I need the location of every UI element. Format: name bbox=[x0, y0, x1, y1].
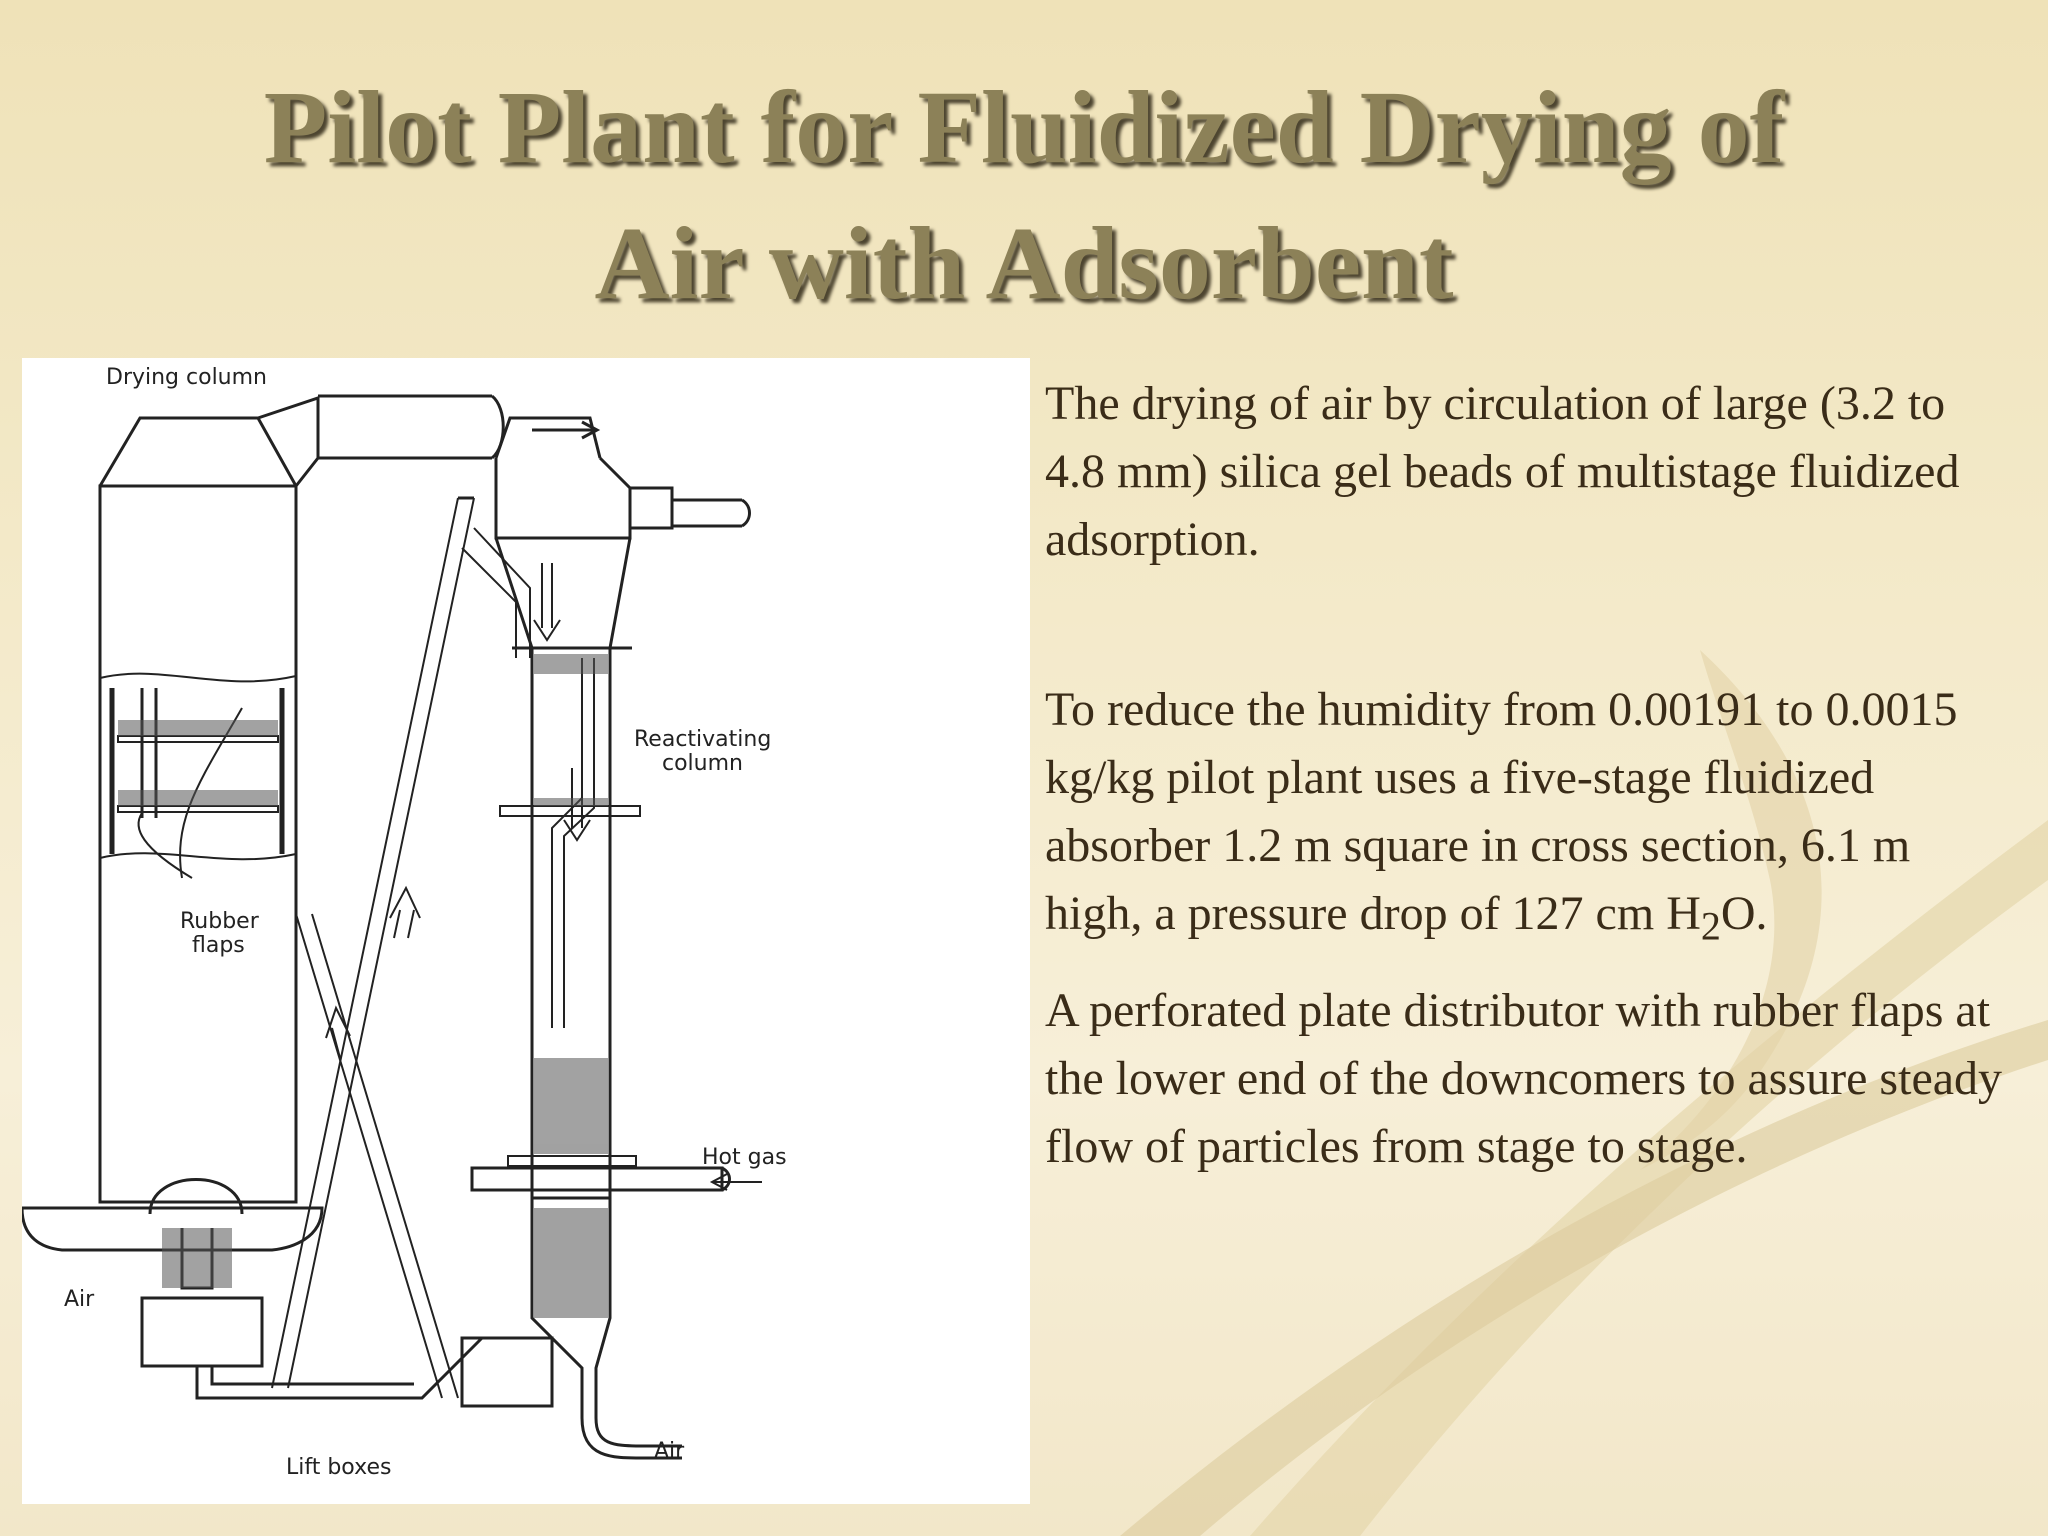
paragraph-3: A perforated plate distributor with rubber flaps at the lower end of the downcomers to assure steady flow of particles from stage to stage. bbox=[1045, 983, 2003, 1173]
lift-box-right bbox=[462, 1338, 552, 1406]
label-air-left: Air bbox=[64, 1287, 95, 1312]
label-lift-boxes: Lift boxes bbox=[286, 1455, 392, 1480]
slide-body bbox=[1045, 370, 2005, 1181]
label-drying-column: Drying column bbox=[106, 365, 268, 390]
label-reactivating-line2: column bbox=[662, 751, 743, 776]
pilot-plant-diagram bbox=[22, 358, 1030, 1504]
label-rubber-line2: flaps bbox=[192, 933, 245, 958]
label-rubber-line1: Rubber bbox=[180, 909, 259, 934]
paragraph-2-main: To reduce the humidity from 0.00191 to 0.0015 kg/kg pilot plant uses a five-stage fluidized absorber 1.2 m square in cross section, 6.1 m high, a pressure drop of 127 cm H bbox=[1045, 683, 1958, 940]
title-line-1: Pilot Plant for Fluidized Drying of bbox=[263, 70, 1785, 185]
label-hot-gas: Hot gas bbox=[702, 1145, 787, 1170]
label-air-right: Air bbox=[654, 1439, 685, 1464]
label-reactivating-line1: Reactivating bbox=[634, 727, 772, 752]
outlet-pipe bbox=[318, 396, 492, 458]
paragraph-1: The drying of air by circulation of large (3.2 to 4.8 mm) silica gel beads of multistage fluidized adsorption. bbox=[1045, 377, 1960, 566]
drying-column-hood bbox=[100, 418, 296, 486]
hot-gas-outlet-pipe bbox=[672, 500, 742, 526]
outlet-arrow bbox=[532, 422, 597, 438]
hot-gas-inlet-pipe bbox=[472, 1168, 722, 1190]
title-line-2: Air with Adsorbent bbox=[594, 206, 1454, 321]
paragraph-2-end: O. bbox=[1720, 887, 1768, 940]
slide-title bbox=[0, 60, 2048, 332]
diagram-svg bbox=[22, 358, 1030, 1504]
h2o-subscript: 2 bbox=[1700, 903, 1721, 949]
paragraph-2 bbox=[1045, 676, 2005, 961]
drying-column-body bbox=[100, 486, 296, 1202]
lift-box-left bbox=[142, 1298, 262, 1366]
